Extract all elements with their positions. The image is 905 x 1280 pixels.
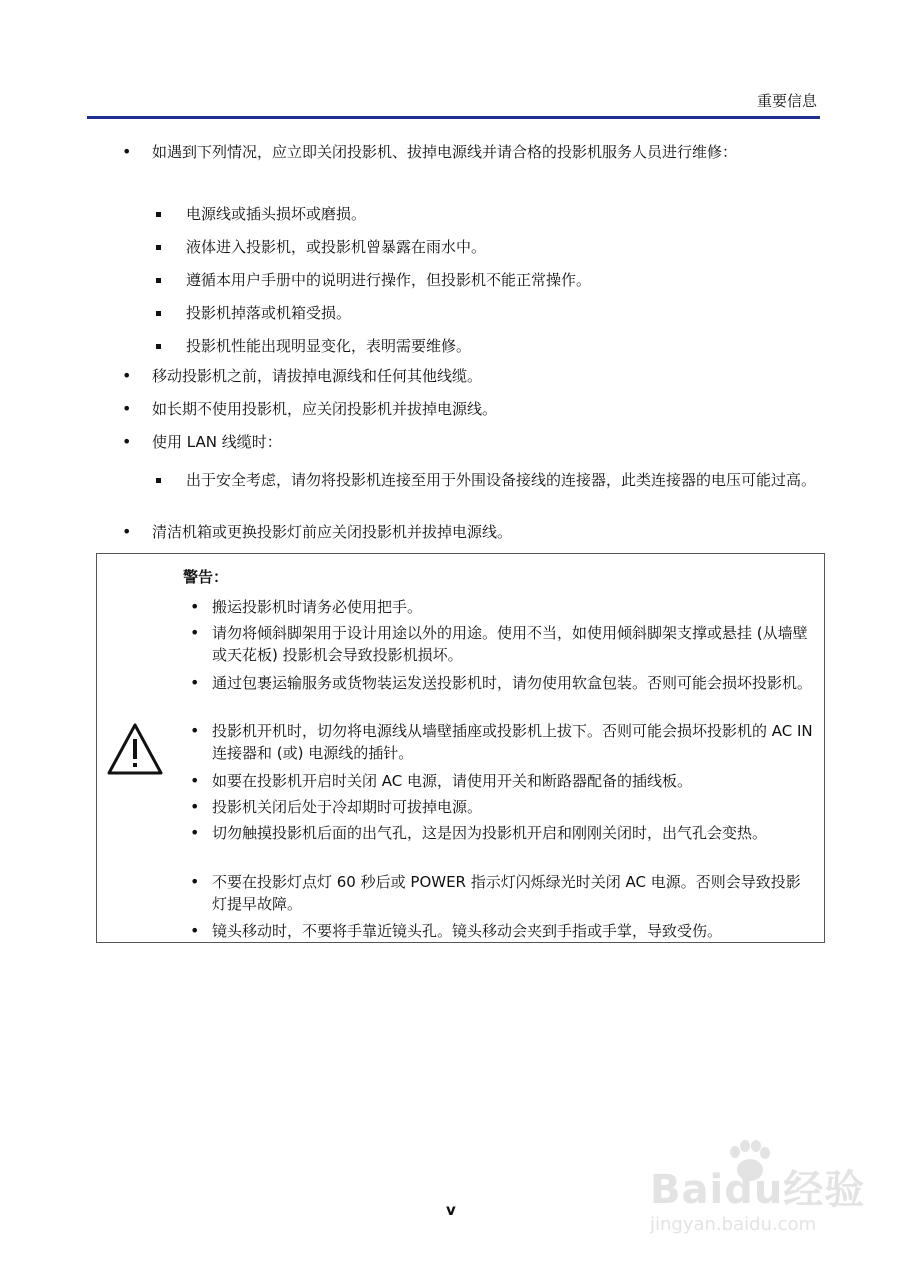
warning-item: • 投影机关闭后处于冷却期时可拔掉电源。: [212, 796, 815, 818]
header-title: 重要信息: [756, 92, 817, 110]
warning-item: • 切勿触摸投影机后面的出气孔，这是因为投影机开启和刚刚关闭时，出气孔会变热。: [212, 822, 815, 844]
warning-item: • 搬运投影机时请务必使用把手。: [212, 596, 815, 618]
bullet-item: • 清洁机箱或更换投影灯前应关闭投影机并拔掉电源线。: [152, 521, 820, 543]
warning-title: 警告：: [183, 568, 229, 586]
warning-item: • 通过包裹运输服务或货物装运发送投影机时，请勿使用软盒包装。否则可能会损坏投影机。: [212, 672, 815, 694]
sub-bullet-item: 遵循本用户手册中的说明进行操作，但投影机不能正常操作。: [186, 269, 820, 291]
watermark-url: jingyan.baidu.com: [650, 1214, 817, 1235]
header-divider: [87, 116, 820, 119]
warning-item: • 如要在投影机开启时关闭 AC 电源，请使用开关和断路器配备的插线板。: [212, 770, 815, 792]
bullet-item: • 使用 LAN 线缆时：: [152, 431, 820, 453]
sub-bullet-item: 出于安全考虑，请勿将投影机连接至用于外围设备接线的连接器，此类连接器的电压可能过高。: [186, 469, 820, 491]
sub-bullet-item: 液体进入投影机，或投影机曾暴露在雨水中。: [186, 236, 820, 258]
bullet-item: • 如遇到下列情况，应立即关闭投影机、拔掉电源线并请合格的投影机服务人员进行维修：: [152, 141, 820, 163]
warning-item: • 不要在投影灯点灯 60 秒后或 POWER 指示灯闪烁绿光时关闭 AC 电源。否则会导致投影灯提早故障。: [212, 871, 815, 915]
watermark-brand: Baidu经验: [650, 1167, 866, 1213]
sub-bullet-item: 投影机性能出现明显变化，表明需要维修。: [186, 335, 820, 357]
warning-item: • 投影机开机时，切勿将电源线从墙壁插座或投影机上拔下。否则可能会损坏投影机的 AC IN 连接器和 (或) 电源线的插针。: [212, 720, 815, 764]
warning-item: • 镜头移动时，不要将手靠近镜头孔。镜头移动会夹到手指或手掌，导致受伤。: [212, 920, 815, 942]
bullet-item: • 移动投影机之前，请拔掉电源线和任何其他线缆。: [152, 365, 820, 387]
bullet-item: • 如长期不使用投影机，应关闭投影机并拔掉电源线。: [152, 398, 820, 420]
sub-bullet-item: 投影机掉落或机箱受损。: [186, 302, 820, 324]
sub-bullet-item: 电源线或插头损坏或磨损。: [186, 203, 820, 225]
warning-triangle-icon: [106, 722, 164, 776]
page-number: v: [446, 1201, 456, 1219]
warning-item: • 请勿将倾斜脚架用于设计用途以外的用途。使用不当，如使用倾斜脚架支撑或悬挂 (从墙壁或天花板) 投影机会导致投影机损坏。: [212, 622, 815, 666]
